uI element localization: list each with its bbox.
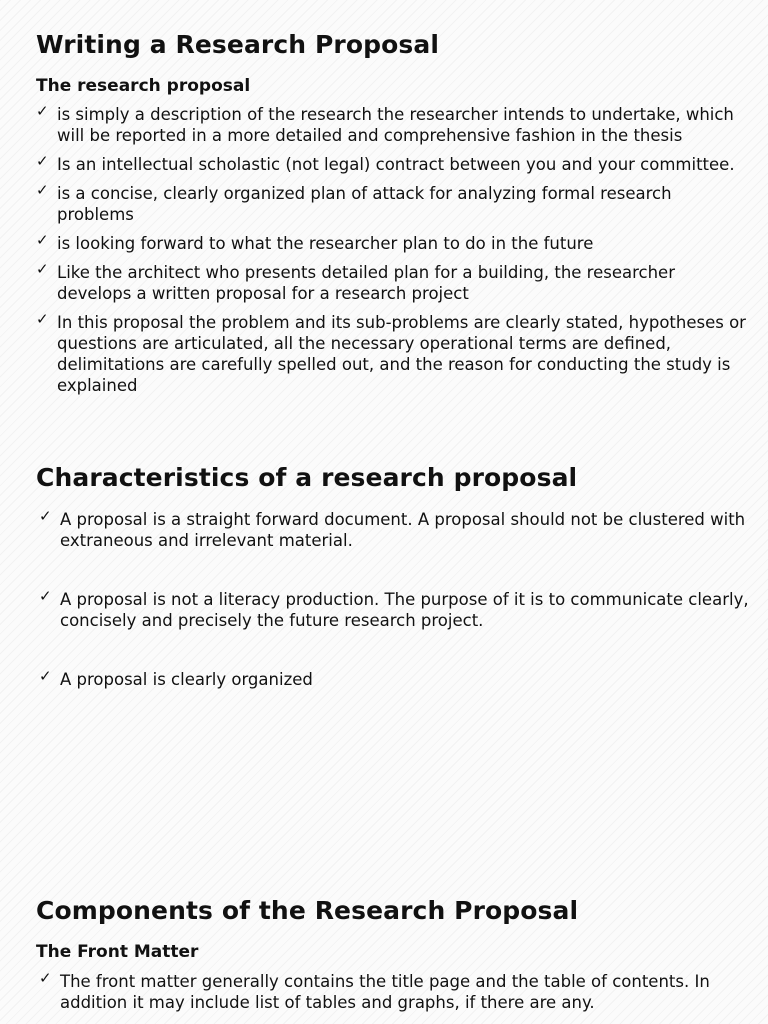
checkmark-icon: ✓: [36, 102, 49, 120]
checkmark-icon: ✓: [39, 507, 52, 525]
list-item-text: In this proposal the problem and its sub-problems are clearly stated, hypotheses or questions are articulated, all the necessary operational terms are defined, delimitations are carefully spelled out, and the reason for conducting the study is explained: [57, 313, 746, 395]
list-item: [39, 507, 750, 551]
checkmark-icon: ✓: [36, 231, 49, 249]
section-writing-proposal: [0, 0, 768, 432]
section-subtitle: The research proposal: [36, 76, 251, 96]
list-item-text: is looking forward to what the researcher plan to do in the future: [57, 234, 594, 253]
checklist: [39, 969, 750, 1013]
list-item: [39, 969, 750, 1013]
list-item: [39, 587, 750, 631]
section-components: [0, 872, 768, 1024]
list-item: [36, 231, 747, 254]
list-item: [36, 310, 747, 396]
list-item: [36, 181, 747, 225]
list-item-text: is simply a description of the research the researcher intends to undertake, which will be reported in a more detailed and comprehensive fashion in the thesis: [57, 105, 734, 145]
list-item-text: A proposal is a straight forward document. A proposal should not be clustered with extraneous and irrelevant material.: [60, 510, 746, 550]
checkmark-icon: ✓: [36, 181, 49, 199]
list-item: [36, 260, 747, 304]
list-item-text: is a concise, clearly organized plan of attack for analyzing formal research problems: [57, 184, 672, 224]
checklist: [36, 102, 747, 404]
section-title: Characteristics of a research proposal: [36, 463, 578, 492]
checkmark-icon: ✓: [36, 152, 49, 170]
section-title: Components of the Research Proposal: [36, 896, 579, 925]
list-item-text: Like the architect who presents detailed plan for a building, the researcher develops a written proposal for a research project: [57, 263, 675, 303]
checkmark-icon: ✓: [39, 969, 52, 987]
page-title: Writing a Research Proposal: [36, 30, 440, 59]
checkmark-icon: ✓: [39, 587, 52, 605]
checklist: [39, 507, 750, 728]
checkmark-icon: ✓: [39, 667, 52, 685]
list-item-text: Is an intellectual scholastic (not legal) contract between you and your committee.: [57, 155, 735, 174]
list-item: [36, 102, 747, 146]
section-characteristics: [0, 432, 768, 872]
checkmark-icon: ✓: [36, 260, 49, 278]
checkmark-icon: ✓: [36, 310, 49, 328]
list-item-text: A proposal is clearly organized: [60, 670, 313, 689]
list-item-text: A proposal is not a literacy production. The purpose of it is to communicate clearly, concisely and precisely the future research project.: [60, 590, 749, 630]
section-subtitle: The Front Matter: [36, 942, 199, 962]
list-item: [36, 152, 747, 175]
list-item: [39, 667, 750, 690]
list-item-text: The front matter generally contains the title page and the table of contents. In addition it may include list of tables and graphs, if there are any.: [60, 972, 710, 1012]
